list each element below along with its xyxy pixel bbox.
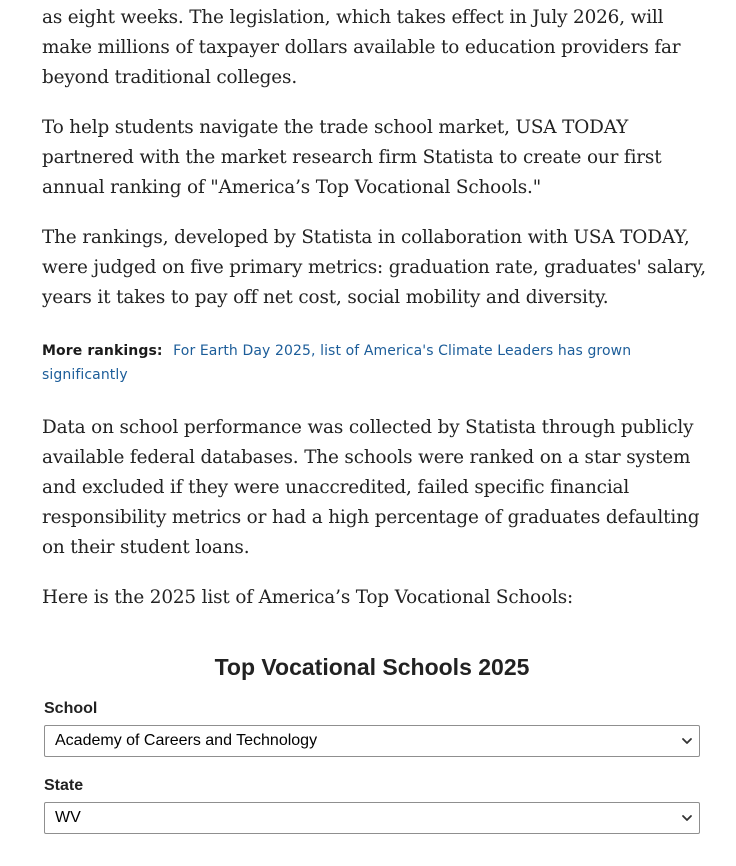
article-paragraph: as eight weeks. The legislation, which takes effect in July 2026, will make millions of taxpayer dollars available to education providers far beyond traditional colleges. bbox=[42, 7, 681, 88]
article-paragraph: The rankings, developed by Statista in collaboration with USA TODAY, were judged on five primary metrics: graduation rate, graduates' salary, years it takes to pay off net cost, social mobility and diversity. bbox=[42, 227, 706, 308]
school-select-value: Academy of Careers and Technology bbox=[55, 732, 318, 749]
state-label: State bbox=[44, 777, 84, 794]
more-rankings-label: More rankings: bbox=[42, 343, 163, 359]
more-rankings bbox=[42, 339, 706, 387]
article-paragraph: To help students navigate the trade school market, USA TODAY partnered with the market research firm Statista to create our first annual ranking of "America’s Top Vocational Schools." bbox=[42, 117, 662, 198]
rankings-widget bbox=[44, 648, 700, 834]
state-select-value: WV bbox=[55, 809, 81, 826]
article-body bbox=[42, 3, 706, 633]
article-paragraph: Data on school performance was collected by Statista through publicly available federal databases. The schools were ranked on a star system and excluded if they were unaccredited, failed specific financial responsibility metrics or had a high percentage of graduates defaulting on their student loans. bbox=[42, 417, 700, 558]
chevron-down-icon bbox=[681, 735, 693, 747]
school-label: School bbox=[44, 700, 98, 717]
more-rankings-link[interactable]: For Earth Day 2025, list of America's Climate Leaders has grown significantly bbox=[42, 343, 632, 383]
chevron-down-icon bbox=[681, 812, 693, 824]
article-paragraph: Here is the 2025 list of America’s Top Vocational Schools: bbox=[42, 587, 574, 608]
state-select[interactable] bbox=[44, 802, 700, 834]
school-select[interactable] bbox=[44, 725, 700, 757]
widget-title: Top Vocational Schools 2025 bbox=[214, 654, 530, 680]
